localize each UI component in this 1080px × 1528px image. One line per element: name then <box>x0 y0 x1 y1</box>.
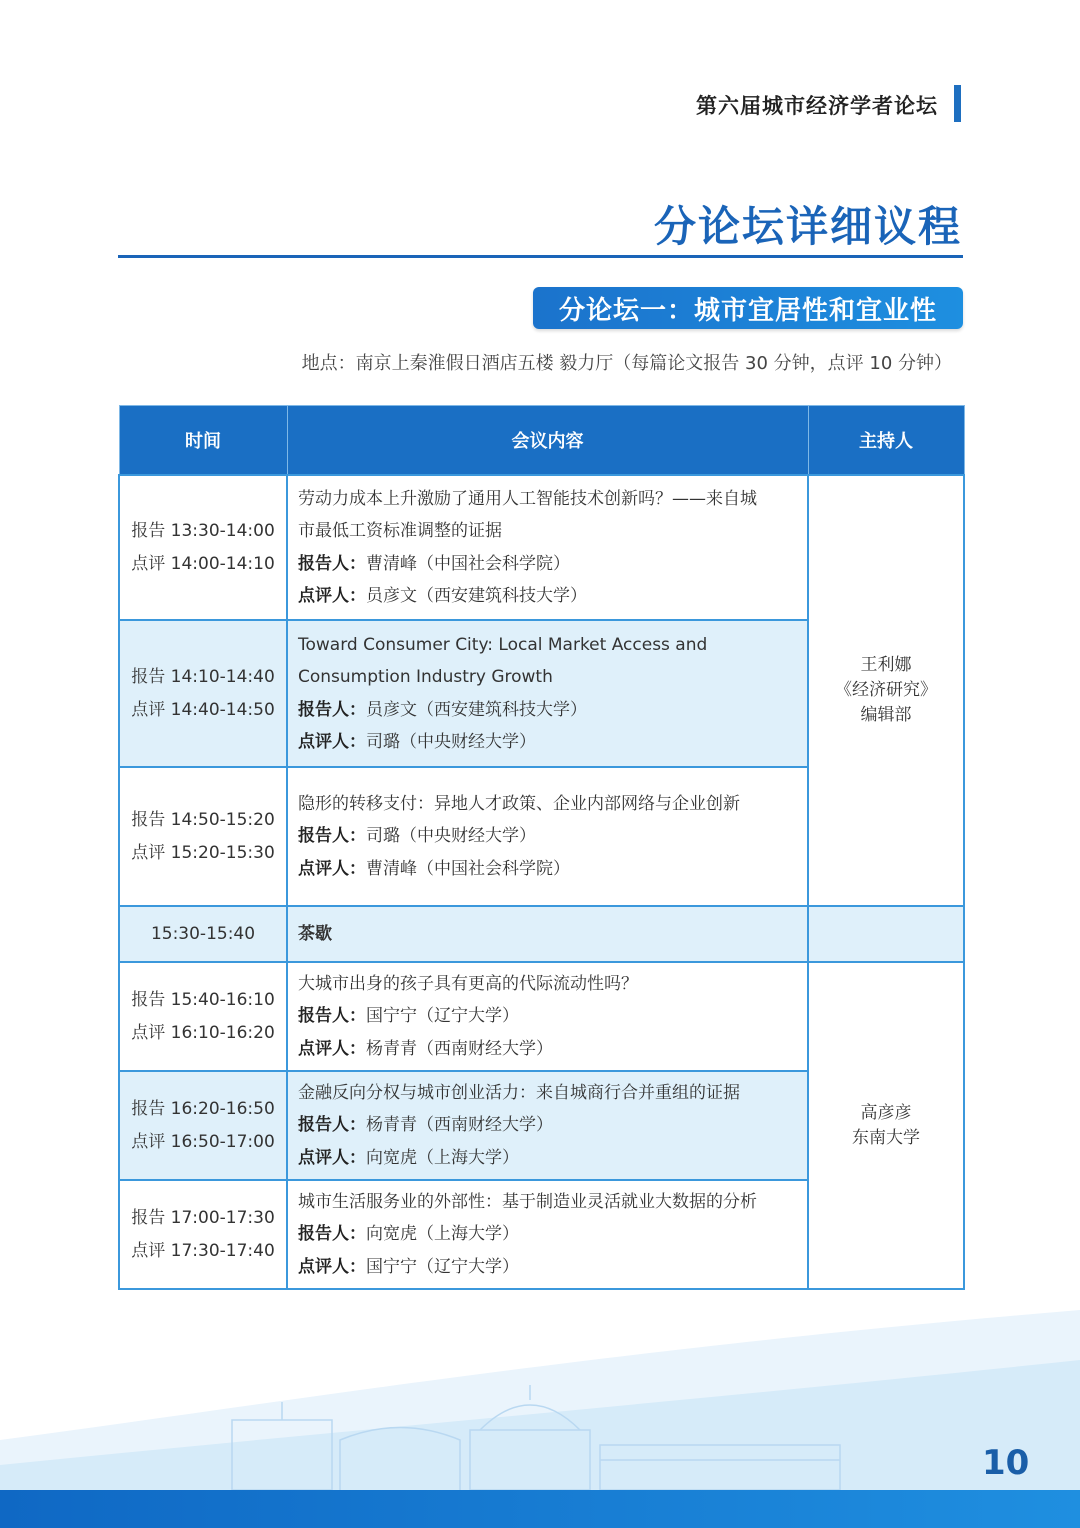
paper-title: 城市生活服务业的外部性：基于制造业灵活就业大数据的分析 <box>298 1191 757 1212</box>
reporter-label: 报告人： <box>298 826 366 847</box>
comment-time: 点评 14:00-14:10 <box>131 553 275 574</box>
content-cell <box>287 962 808 1071</box>
time-cell <box>119 1180 287 1289</box>
header-content: 会议内容 <box>287 406 808 476</box>
commenter-name: 曹清峰（中国社会科学院） <box>366 858 570 879</box>
commenter-name: 向宽虎（上海大学） <box>366 1147 519 1168</box>
reporter-name: 曹清峰（中国社会科学院） <box>366 553 570 574</box>
report-time: 报告 16:20-16:50 <box>131 1098 275 1119</box>
time-cell <box>119 767 287 906</box>
reporter-name: 杨青青（西南财经大学） <box>366 1115 553 1136</box>
commenter-label: 点评人： <box>298 1038 366 1059</box>
header-accent-bar <box>954 85 961 122</box>
content-cell <box>287 620 808 767</box>
host-affiliation: 东南大学 <box>852 1127 920 1148</box>
commenter-label: 点评人： <box>298 586 366 606</box>
time-cell <box>119 620 287 767</box>
comment-time: 点评 17:30-17:40 <box>131 1240 275 1261</box>
paper-title-cont: 市最低工资标准调整的证据 <box>298 521 502 541</box>
host-affiliation-cont: 编辑部 <box>860 705 912 725</box>
comment-time: 点评 16:50-17:00 <box>131 1131 275 1152</box>
page-number: 10 <box>982 1443 1030 1483</box>
break-row <box>119 906 964 962</box>
city-skyline-illustration <box>0 1290 1080 1490</box>
commenter-name: 杨青青（西南财经大学） <box>366 1038 553 1059</box>
host-name: 王利娜 <box>860 655 912 675</box>
content-cell <box>287 1180 808 1289</box>
header-host: 主持人 <box>808 406 964 476</box>
page-title: 分论坛详细议程 <box>653 202 962 251</box>
reporter-label: 报告人： <box>298 1115 366 1136</box>
commenter-label: 点评人： <box>298 1147 366 1168</box>
report-time: 报告 14:50-15:20 <box>131 809 275 830</box>
header-title: 第六届城市经济学者论坛 <box>696 94 938 118</box>
paper-title: 劳动力成本上升激励了通用人工智能技术创新吗？——来自城 <box>298 488 757 509</box>
commenter-label: 点评人： <box>298 732 366 752</box>
commenter-name: 员彦文（西安建筑科技大学） <box>366 586 587 606</box>
paper-title: Toward Consumer City: Local Market Access and <box>298 634 708 655</box>
content-cell <box>287 475 808 620</box>
break-label: 茶歇 <box>287 906 808 962</box>
reporter-label: 报告人： <box>298 1006 366 1027</box>
comment-time: 点评 14:40-14:50 <box>131 699 275 720</box>
commenter-name: 司璐（中央财经大学） <box>366 732 536 752</box>
reporter-name: 国宁宁（辽宁大学） <box>366 1006 519 1027</box>
paper-title-cont: Consumption Industry Growth <box>298 667 553 687</box>
commenter-name: 国宁宁（辽宁大学） <box>366 1256 519 1277</box>
footer-band <box>0 1490 1080 1528</box>
host-cell <box>808 962 964 1289</box>
location-text: 地点：南京上秦淮假日酒店五楼 毅力厅（每篇论文报告 30 分钟，点评 10 分钟） <box>301 353 952 374</box>
agenda-table <box>118 405 965 1290</box>
reporter-name: 员彦文（西安建筑科技大学） <box>366 699 587 720</box>
report-time: 报告 17:00-17:30 <box>131 1207 275 1228</box>
table-header-row <box>119 406 964 476</box>
title-divider <box>118 255 963 258</box>
time-cell <box>119 1071 287 1180</box>
reporter-label: 报告人： <box>298 699 366 720</box>
reporter-label: 报告人： <box>298 553 366 574</box>
reporter-name: 司璐（中央财经大学） <box>366 826 536 847</box>
header-time: 时间 <box>119 406 287 476</box>
report-time: 报告 15:40-16:10 <box>131 989 275 1010</box>
paper-title: 金融反向分权与城市创业活力：来自城商行合并重组的证据 <box>298 1082 740 1103</box>
time-cell <box>119 475 287 620</box>
host-affiliation: 《经济研究》 <box>835 680 937 700</box>
reporter-label: 报告人： <box>298 1224 366 1245</box>
commenter-label: 点评人： <box>298 858 366 879</box>
break-time: 15:30-15:40 <box>119 906 287 962</box>
comment-time: 点评 15:20-15:30 <box>131 842 275 863</box>
comment-time: 点评 16:10-16:20 <box>131 1022 275 1043</box>
forum-badge: 分论坛一：城市宜居性和宜业性 <box>533 287 963 329</box>
paper-title: 大城市出身的孩子具有更高的代际流动性吗？ <box>298 973 638 994</box>
commenter-label: 点评人： <box>298 1256 366 1277</box>
host-name: 高彦彦 <box>860 1102 912 1123</box>
reporter-name: 向宽虎（上海大学） <box>366 1224 519 1245</box>
table-row <box>119 475 964 620</box>
content-cell <box>287 1071 808 1180</box>
paper-title: 隐形的转移支付：异地人才政策、企业内部网络与企业创新 <box>298 793 740 814</box>
report-time: 报告 13:30-14:00 <box>131 520 275 541</box>
host-cell <box>808 475 964 906</box>
table-row <box>119 962 964 1071</box>
content-cell <box>287 767 808 906</box>
report-time: 报告 14:10-14:40 <box>131 666 275 687</box>
break-host-cell <box>808 906 964 962</box>
time-cell <box>119 962 287 1071</box>
